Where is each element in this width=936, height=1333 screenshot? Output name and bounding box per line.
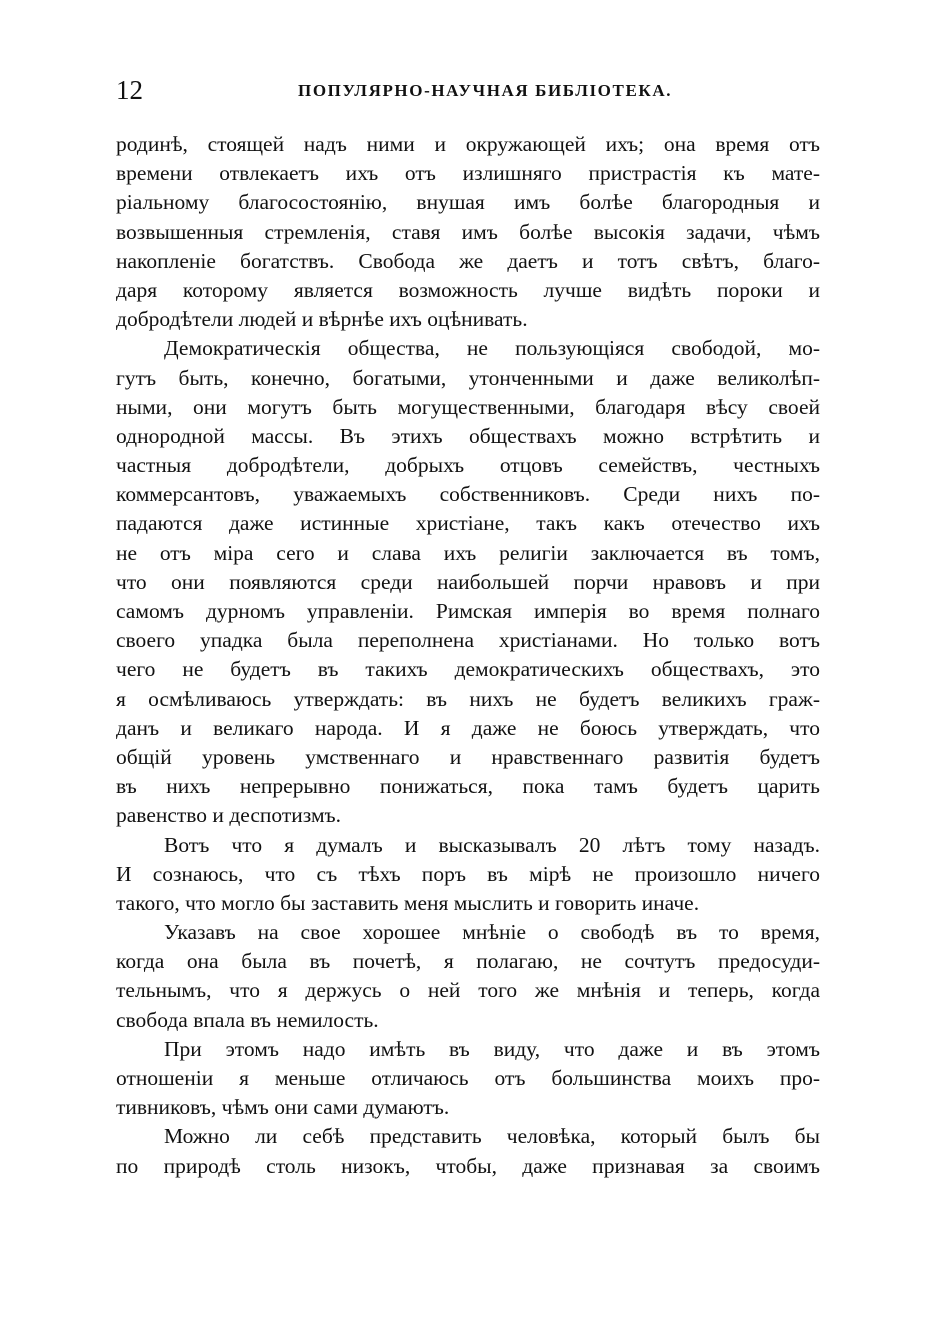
page-number: 12	[116, 75, 143, 105]
text-line: накопленіе богатствъ. Свобода же даетъ и тотъ свѣтъ, благо-	[116, 248, 820, 273]
page-header	[116, 72, 820, 108]
text-line: когда она была въ почетѣ, я полагаю, не сочтутъ предосуди-	[116, 949, 820, 974]
body-text	[116, 130, 820, 1181]
text-line: по природѣ столь низокъ, чтобы, даже признавая за своимъ	[116, 1153, 820, 1178]
text-line: общій уровень умственнаго и нравственнаго развитія будетъ	[116, 744, 820, 769]
paragraph-start: Можно ли себѣ представить человѣка, который былъ бы	[164, 1124, 820, 1149]
paragraph-start: При этомъ надо имѣть въ виду, что даже и въ этомъ	[164, 1036, 820, 1061]
text-line: коммерсантовъ, уважаемыхъ собственниковъ. Среди нихъ по-	[116, 482, 820, 507]
text-line: равенство и деспотизмъ.	[116, 803, 342, 828]
text-line: падаются даже истинные христіане, такъ какъ отечество ихъ	[116, 511, 820, 536]
text-line: данъ и великаго народа. И я даже не боюсь утверждать, что	[116, 715, 820, 740]
paragraph-start: Указавъ на свое хорошее мнѣніе о свободѣ въ то время,	[164, 920, 820, 945]
text-line: свобода впала въ немилость.	[116, 1007, 379, 1032]
paragraph-start: Демократическія общества, не пользующіяся свободой, мо-	[164, 336, 820, 361]
text-line: тельнымъ, что я держусь о ней того же мнѣнія и теперь, когда	[116, 978, 820, 1003]
text-line: тивниковъ, чѣмъ они сами думаютъ.	[116, 1095, 450, 1120]
text-line: не отъ міра сего и слава ихъ религіи заключается въ томъ,	[116, 540, 820, 565]
text-line: ными, они могутъ быть могущественными, благодаря вѣсу своей	[116, 394, 820, 419]
text-line: своего упадка была переполнена христіанами. Но только вотъ	[116, 628, 820, 653]
text-line: родинѣ, стоящей надъ ними и окружающей ихъ; она время отъ	[116, 132, 820, 156]
text-line: ріальному благосостоянію, внушая имъ болѣе благородныя и	[116, 190, 820, 215]
text-line: въ нихъ непрерывно понижаться, пока тамъ будетъ царить	[116, 774, 820, 799]
text-line: самомъ дурномъ управленіи. Римская имперія во время полнаго	[116, 599, 820, 623]
text-line: времени отвлекаетъ ихъ отъ излишняго пристрастія къ мате-	[116, 161, 820, 186]
text-line: я осмѣливаюсь утверждать: въ нихъ не будетъ великихъ граж-	[116, 686, 820, 711]
text-line: чего не будетъ въ такихъ демократическихъ обществахъ, это	[116, 657, 820, 682]
text-line: возвышенныя стремленія, ставя имъ болѣе высокія задачи, чѣмъ	[116, 219, 820, 244]
text-line: И сознаюсь, что съ тѣхъ поръ въ мірѣ не произошло ничего	[116, 861, 820, 886]
text-line: отношеніи я меньше отличаюсь отъ большинства моихъ про-	[116, 1066, 820, 1090]
text-line: гутъ быть, конечно, богатыми, утонченными и даже великолѣп-	[116, 365, 820, 390]
text-line: однородной массы. Въ этихъ обществахъ можно встрѣтить и	[116, 423, 820, 448]
running-title: ПОПУЛЯРНО-НАУЧНАЯ БИБЛІОТЕКА.	[298, 81, 673, 100]
text-line: частныя добродѣтели, добрыхъ отцовъ семействъ, честныхъ	[116, 453, 820, 478]
text-line: добродѣтели людей и вѣрнѣе ихъ оцѣнивать.	[116, 307, 528, 332]
text-line: даря которому является возможность лучше видѣть пороки и	[116, 277, 820, 302]
text-line: что они появляются среди наибольшей порчи нравовъ и при	[116, 569, 820, 594]
paragraph-start: Вотъ что я думалъ и высказывалъ 20 лѣтъ тому назадъ.	[164, 832, 820, 857]
text-line: такого, что могло бы заставить меня мыслить и говорить иначе.	[116, 890, 700, 915]
